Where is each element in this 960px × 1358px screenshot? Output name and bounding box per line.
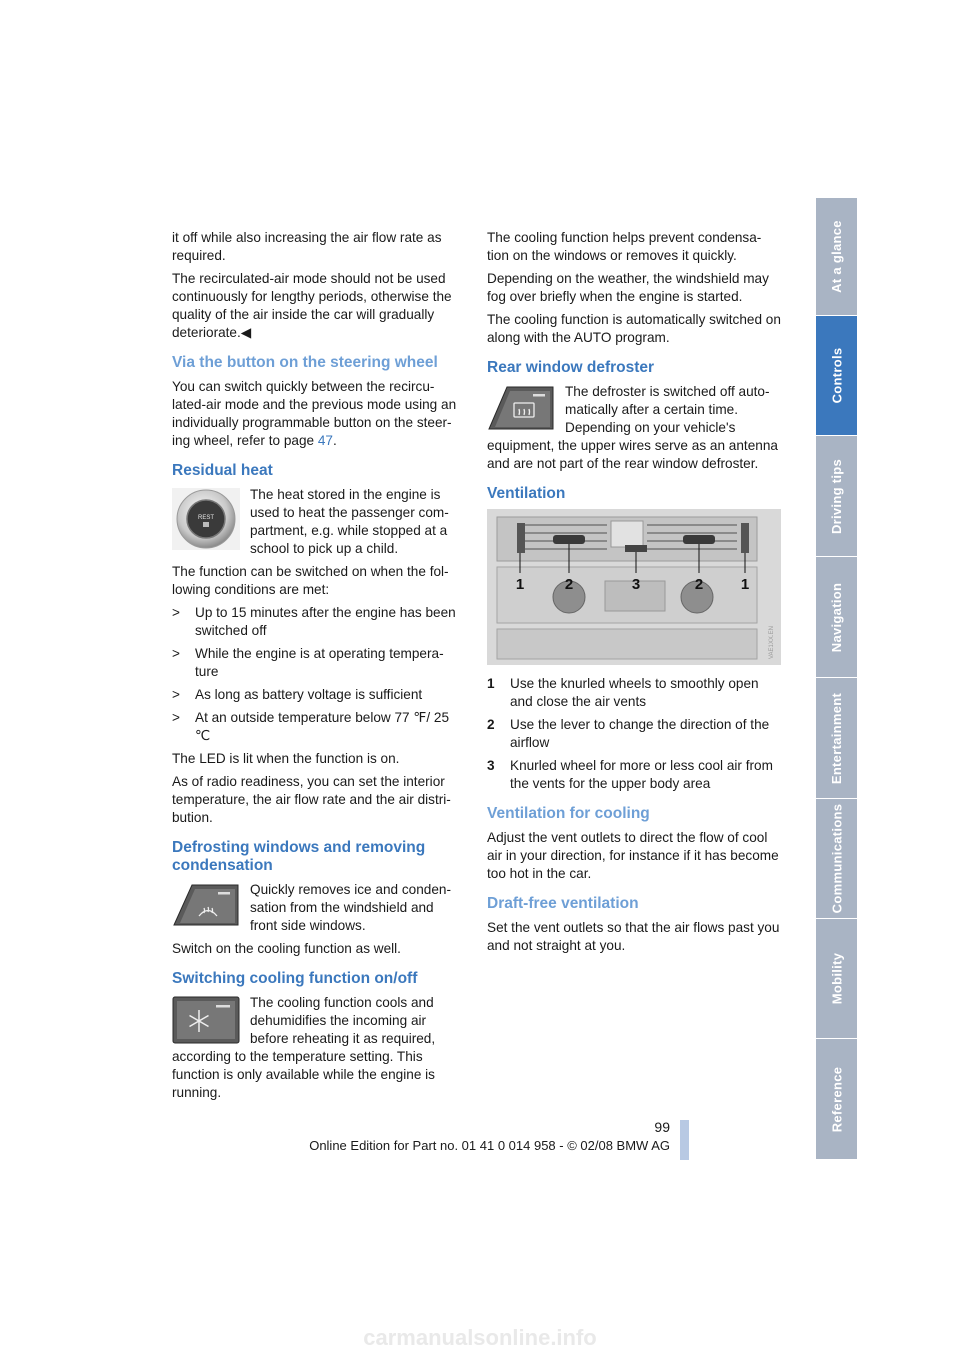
tab-at-a-glance[interactable]: At a glance xyxy=(816,198,857,316)
knurled-wheel-center xyxy=(625,545,647,552)
steering-heading: Via the button on the steering wheel xyxy=(172,354,438,371)
watermark: carmanualsonline.info xyxy=(363,1325,597,1350)
intro-paragraph-1: it off while also increasing the air flow rate as required. xyxy=(172,230,442,263)
cooling-button-image xyxy=(172,996,240,1044)
cooling-section xyxy=(172,994,464,1102)
tab-mobility[interactable]: Mobility xyxy=(816,919,857,1039)
tab-communications[interactable]: Communications xyxy=(816,799,857,919)
tab-entertainment[interactable]: Entertainment xyxy=(816,678,857,799)
steering-paragraph: You can switch quickly between the recircu-lated-air mode and the previous mode using an individually programmable button on the steer-ing wheel, refer to page 47. xyxy=(172,379,457,448)
vent-label-5: 1 xyxy=(740,576,750,593)
knurled-wheel-right xyxy=(741,523,749,553)
draft-free-paragraph: Set the vent outlets so that the air flows past you and not straight at you. xyxy=(487,920,780,953)
ventilation-list xyxy=(487,675,781,793)
draft-free-heading: Draft-free ventilation xyxy=(487,895,639,912)
intro-paragraph-2: The recirculated-air mode should not be used continuously for lengthy periods, otherwise the quality of the air inside the car will gradually deteriorate.◀ xyxy=(172,271,452,340)
ventilation-cooling-paragraph: Adjust the vent outlets to direct the flow of cool air in your direction, for instance if it has become too hot in the car. xyxy=(487,830,779,881)
cooling-paragraph-1: The cooling function helps prevent condensa-tion on the windows or removes it quickly. xyxy=(487,230,762,263)
list-item: > At an outside temperature below 77 ℉/ 25 ℃ xyxy=(172,710,450,743)
right-column xyxy=(487,229,781,960)
led-paragraph: The LED is lit when the function is on. xyxy=(172,751,400,766)
residual-section xyxy=(172,486,464,558)
tab-navigation[interactable]: Navigation xyxy=(816,557,857,678)
ventilation-cooling-heading: Ventilation for cooling xyxy=(487,805,650,822)
vent-label-2: 2 xyxy=(564,576,574,593)
list-item: 1 Use the knurled wheels to smoothly open and close the air vents xyxy=(487,676,759,709)
list-item: > Up to 15 minutes after the engine has been switched off xyxy=(172,605,456,638)
tab-driving-tips[interactable]: Driving tips xyxy=(816,436,857,557)
rear-defrost-button-image xyxy=(487,385,555,431)
left-column xyxy=(172,229,464,1107)
chapter-tabs xyxy=(816,198,857,1160)
defrost-paragraph: Quickly removes ice and conden-sation from the windshield and front side windows. xyxy=(250,882,451,933)
page-link[interactable]: 47 xyxy=(317,433,333,448)
rear-defroster-section xyxy=(487,383,781,473)
list-item: 3 Knurled wheel for more or less cool air from the vents for the upper body area xyxy=(487,758,773,791)
rear-defroster-heading: Rear window defroster xyxy=(487,359,655,376)
residual-button-label: REST xyxy=(197,515,215,521)
image-code: VAE1XX.EN xyxy=(769,626,775,659)
page-marker-bar xyxy=(680,1120,689,1160)
vent-lever-right xyxy=(683,535,715,544)
defrost-heading: Defrosting windows and removing condensation xyxy=(172,839,426,874)
tab-reference[interactable]: Reference xyxy=(816,1039,857,1160)
cooling-paragraph-3: The cooling function is automatically switched on along with the AUTO program. xyxy=(487,312,781,345)
ventilation-image xyxy=(487,509,781,665)
tab-controls[interactable]: Controls xyxy=(816,316,857,436)
list-item: 2 Use the lever to change the direction of the airflow xyxy=(487,717,770,750)
residual-heat-button-image xyxy=(172,488,240,550)
vent-label-3: 3 xyxy=(631,576,641,593)
ventilation-heading: Ventilation xyxy=(487,485,566,502)
led-icon xyxy=(216,1005,230,1008)
residual-heading: Residual heat xyxy=(172,462,273,479)
defrost-section xyxy=(172,881,464,935)
led-icon xyxy=(203,522,209,527)
cooling-paragraph: The cooling function cools and dehumidifies the incoming air before reheating it as required, according to the temperature setting. This function is only available while the engine is running. xyxy=(172,995,436,1100)
rear-defroster-paragraph: The defroster is switched off auto-matically after a certain time. Depending on your vehicle's equipment, the upper wires serve as an antenna and are not part of the rear window defroster. xyxy=(487,384,778,471)
led-icon xyxy=(218,892,230,895)
vent-label-1: 1 xyxy=(515,576,525,593)
footer-text: Online Edition for Part no. 01 41 0 014 958 - © 02/08 BMW AG xyxy=(309,1138,670,1153)
defrost-paragraph-2: Switch on the cooling function as well. xyxy=(172,941,401,956)
radio-paragraph: As of radio readiness, you can set the interior temperature, the air flow rate and the air distri-bution. xyxy=(172,774,451,825)
residual-paragraph: The heat stored in the engine is used to heat the passenger com-partment, e.g. while stopped at a school to pick up a child. xyxy=(250,487,449,556)
windshield-defrost-button-image xyxy=(172,883,240,927)
conditions-intro: The function can be switched on when the fol-lowing conditions are met: xyxy=(172,564,449,597)
page-number: 99 xyxy=(654,1119,670,1135)
list-item: > While the engine is at operating tempera-ture xyxy=(172,646,444,679)
cooling-heading: Switching cooling function on/off xyxy=(172,970,418,987)
cooling-paragraph-2: Depending on the weather, the windshield may fog over briefly when the engine is started. xyxy=(487,271,769,304)
list-item: > As long as battery voltage is sufficient xyxy=(172,687,423,702)
vent-lever-left xyxy=(553,535,585,544)
conditions-list xyxy=(172,604,464,745)
knurled-wheel-left xyxy=(517,523,525,553)
led-icon xyxy=(533,394,545,397)
vent-label-4: 2 xyxy=(694,576,704,593)
